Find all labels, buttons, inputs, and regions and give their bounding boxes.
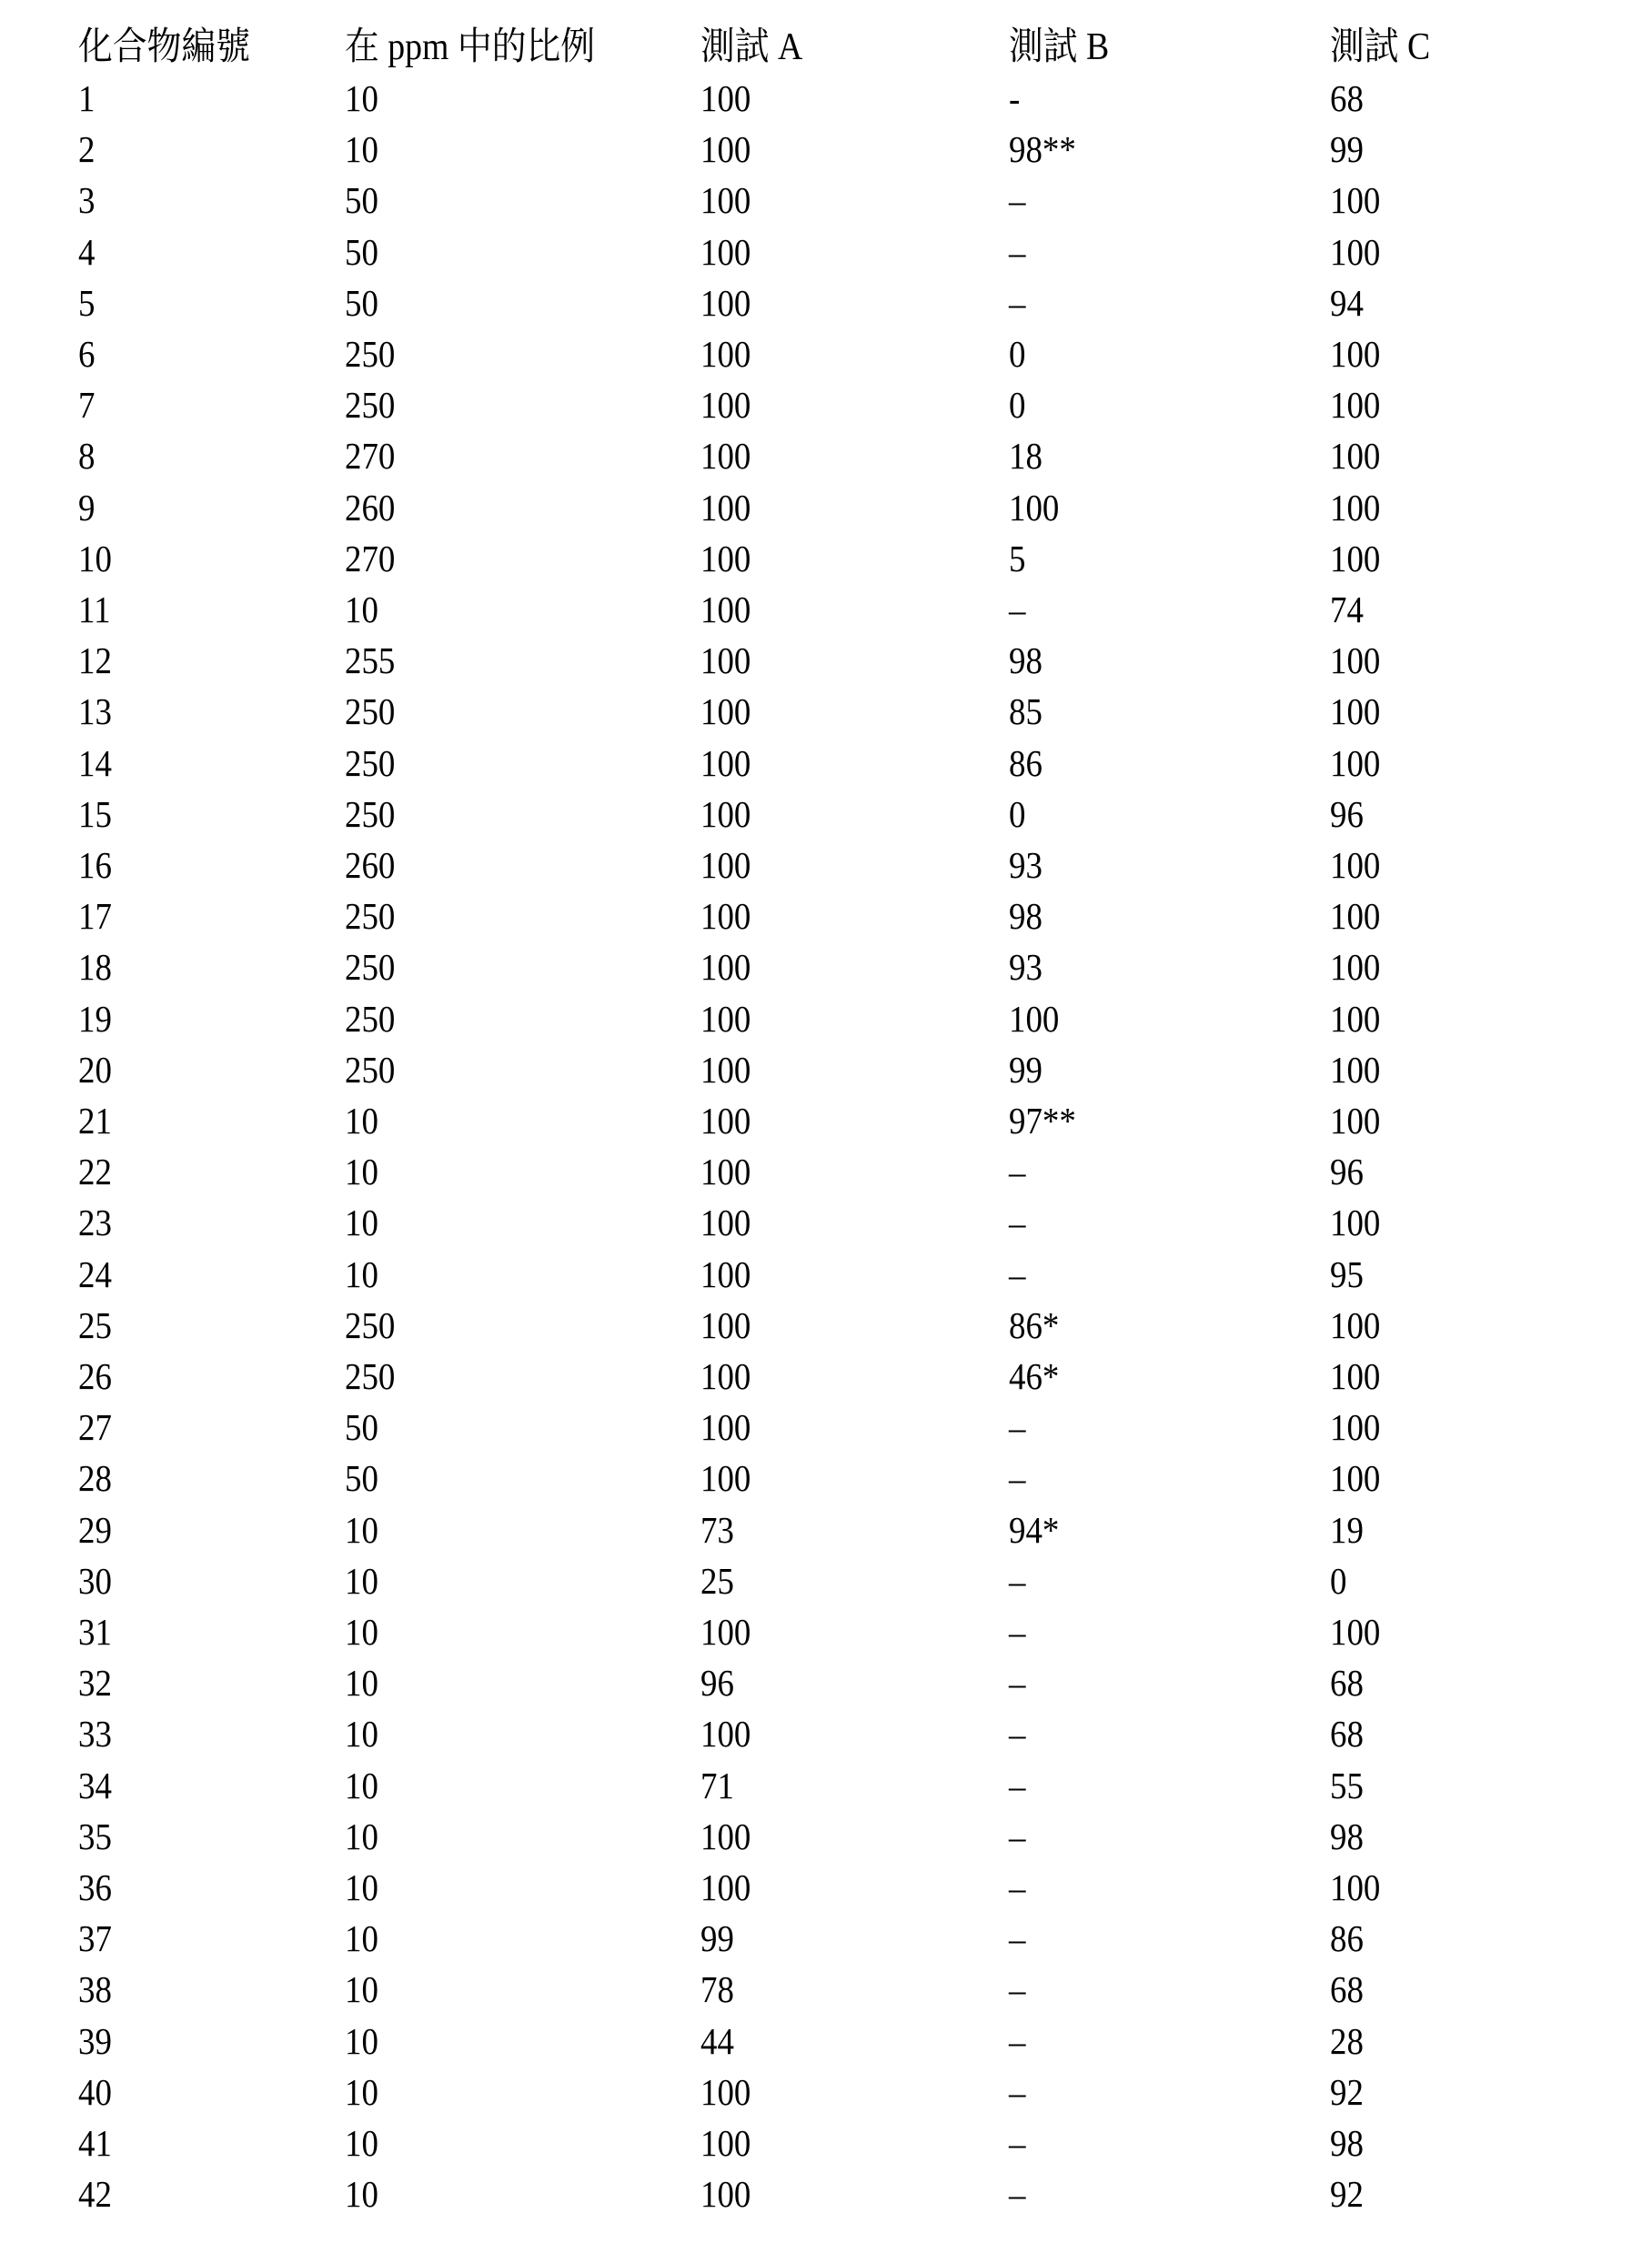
cell-test-b: – bbox=[1009, 1146, 1025, 1197]
cell-compound-number: 1 bbox=[78, 73, 95, 124]
cell-test-a: 100 bbox=[700, 430, 750, 481]
cell-test-b: 97** bbox=[1009, 1095, 1076, 1146]
cell-ppm-ratio: 50 bbox=[345, 277, 378, 328]
cell-compound-number: 29 bbox=[78, 1504, 112, 1555]
cell-test-b: 46* bbox=[1009, 1351, 1059, 1402]
cell-compound-number: 17 bbox=[78, 890, 112, 941]
table-row bbox=[0, 1606, 1652, 1657]
table-row bbox=[0, 533, 1652, 584]
table-row bbox=[0, 2016, 1652, 2067]
cell-ppm-ratio: 10 bbox=[345, 73, 378, 124]
table-row bbox=[0, 379, 1652, 430]
cell-test-c: 68 bbox=[1330, 1964, 1364, 2015]
cell-ppm-ratio: 10 bbox=[345, 584, 378, 635]
cell-test-b: – bbox=[1009, 1760, 1025, 1811]
cell-ppm-ratio: 10 bbox=[345, 1555, 378, 1606]
cell-ppm-ratio: 50 bbox=[345, 175, 378, 226]
cell-test-a: 100 bbox=[700, 584, 750, 635]
table-row bbox=[0, 840, 1652, 890]
cell-test-c: 96 bbox=[1330, 1146, 1364, 1197]
cell-compound-number: 42 bbox=[78, 2168, 112, 2219]
table-row bbox=[0, 2117, 1652, 2168]
cell-test-c: 100 bbox=[1330, 1300, 1380, 1351]
cell-test-c: 0 bbox=[1330, 1555, 1346, 1606]
cell-compound-number: 13 bbox=[78, 686, 112, 737]
cell-compound-number: 30 bbox=[78, 1555, 112, 1606]
cell-compound-number: 7 bbox=[78, 379, 95, 430]
cell-compound-number: 23 bbox=[78, 1197, 112, 1248]
cell-test-b: – bbox=[1009, 1708, 1025, 1759]
cell-ppm-ratio: 250 bbox=[345, 1044, 395, 1095]
table-row bbox=[0, 789, 1652, 840]
cell-test-c: 100 bbox=[1330, 1044, 1380, 1095]
cell-test-a: 100 bbox=[700, 840, 750, 890]
cell-test-c: 94 bbox=[1330, 277, 1364, 328]
cell-test-c: 68 bbox=[1330, 1708, 1364, 1759]
cell-test-c: 100 bbox=[1330, 1095, 1380, 1146]
cell-compound-number: 31 bbox=[78, 1606, 112, 1657]
table-row bbox=[0, 73, 1652, 124]
cell-test-a: 100 bbox=[700, 226, 750, 277]
cell-test-c: 100 bbox=[1330, 635, 1380, 686]
cell-test-c: 99 bbox=[1330, 124, 1364, 175]
cell-test-a: 100 bbox=[700, 1811, 750, 1862]
cell-compound-number: 25 bbox=[78, 1300, 112, 1351]
cell-test-a: 100 bbox=[700, 1606, 750, 1657]
cell-ppm-ratio: 250 bbox=[345, 1351, 395, 1402]
cell-compound-number: 37 bbox=[78, 1913, 112, 1964]
cell-ppm-ratio: 270 bbox=[345, 430, 395, 481]
cell-compound-number: 22 bbox=[78, 1146, 112, 1197]
cell-test-c: 100 bbox=[1330, 1453, 1380, 1504]
cell-ppm-ratio: 10 bbox=[345, 1146, 378, 1197]
cell-test-a: 100 bbox=[700, 1197, 750, 1248]
cell-test-c: 100 bbox=[1330, 890, 1380, 941]
cell-test-c: 100 bbox=[1330, 226, 1380, 277]
table-row bbox=[0, 941, 1652, 992]
cell-test-a: 100 bbox=[700, 73, 750, 124]
cell-test-a: 100 bbox=[700, 2117, 750, 2168]
cell-test-b: 100 bbox=[1009, 482, 1059, 533]
cell-compound-number: 3 bbox=[78, 175, 95, 226]
cell-test-c: 100 bbox=[1330, 482, 1380, 533]
cell-ppm-ratio: 50 bbox=[345, 1453, 378, 1504]
cell-compound-number: 19 bbox=[78, 993, 112, 1044]
table-row bbox=[0, 584, 1652, 635]
cell-ppm-ratio: 10 bbox=[345, 2117, 378, 2168]
cell-test-b: – bbox=[1009, 1811, 1025, 1862]
cell-test-a: 100 bbox=[700, 277, 750, 328]
cell-ppm-ratio: 260 bbox=[345, 840, 395, 890]
cell-test-c: 100 bbox=[1330, 840, 1380, 890]
table-row bbox=[0, 1146, 1652, 1197]
table-row bbox=[0, 1504, 1652, 1555]
table-row bbox=[0, 1351, 1652, 1402]
cell-ppm-ratio: 10 bbox=[345, 1964, 378, 2015]
cell-compound-number: 26 bbox=[78, 1351, 112, 1402]
header-test-b: 測試 B bbox=[1009, 22, 1109, 73]
cell-compound-number: 4 bbox=[78, 226, 95, 277]
cell-test-a: 96 bbox=[700, 1657, 734, 1708]
cell-test-a: 100 bbox=[700, 890, 750, 941]
cell-test-a: 100 bbox=[700, 941, 750, 992]
table-row bbox=[0, 1044, 1652, 1095]
cell-ppm-ratio: 250 bbox=[345, 379, 395, 430]
cell-compound-number: 6 bbox=[78, 328, 95, 379]
cell-test-a: 100 bbox=[700, 1249, 750, 1300]
cell-test-b: – bbox=[1009, 1606, 1025, 1657]
cell-compound-number: 39 bbox=[78, 2016, 112, 2067]
cell-compound-number: 14 bbox=[78, 738, 112, 789]
cell-compound-number: 34 bbox=[78, 1760, 112, 1811]
cell-ppm-ratio: 250 bbox=[345, 789, 395, 840]
cell-test-b: – bbox=[1009, 1657, 1025, 1708]
cell-test-a: 100 bbox=[700, 2067, 750, 2117]
cell-test-b: 99 bbox=[1009, 1044, 1043, 1095]
cell-test-c: 100 bbox=[1330, 1197, 1380, 1248]
cell-test-a: 100 bbox=[700, 1300, 750, 1351]
cell-ppm-ratio: 10 bbox=[345, 1504, 378, 1555]
cell-compound-number: 24 bbox=[78, 1249, 112, 1300]
cell-test-c: 98 bbox=[1330, 2117, 1364, 2168]
cell-ppm-ratio: 10 bbox=[345, 1249, 378, 1300]
cell-ppm-ratio: 250 bbox=[345, 686, 395, 737]
cell-test-b: - bbox=[1009, 73, 1020, 124]
cell-test-b: – bbox=[1009, 1862, 1025, 1913]
cell-compound-number: 10 bbox=[78, 533, 112, 584]
cell-test-c: 100 bbox=[1330, 993, 1380, 1044]
cell-ppm-ratio: 10 bbox=[345, 1657, 378, 1708]
cell-test-a: 100 bbox=[700, 1453, 750, 1504]
cell-test-c: 68 bbox=[1330, 1657, 1364, 1708]
cell-test-b: 86* bbox=[1009, 1300, 1059, 1351]
cell-ppm-ratio: 250 bbox=[345, 890, 395, 941]
cell-test-b: – bbox=[1009, 1197, 1025, 1248]
cell-test-c: 100 bbox=[1330, 379, 1380, 430]
cell-ppm-ratio: 10 bbox=[345, 2168, 378, 2219]
cell-test-a: 100 bbox=[700, 738, 750, 789]
table-row bbox=[0, 1862, 1652, 1913]
header-compound-number: 化合物編號 bbox=[78, 22, 250, 73]
table-row bbox=[0, 1095, 1652, 1146]
cell-test-b: – bbox=[1009, 1555, 1025, 1606]
cell-test-a: 100 bbox=[700, 993, 750, 1044]
cell-test-a: 100 bbox=[700, 686, 750, 737]
table-row bbox=[0, 2168, 1652, 2219]
cell-ppm-ratio: 10 bbox=[345, 1197, 378, 1248]
cell-test-b: 18 bbox=[1009, 430, 1043, 481]
cell-ppm-ratio: 10 bbox=[345, 1811, 378, 1862]
table-row bbox=[0, 1760, 1652, 1811]
table-row bbox=[0, 226, 1652, 277]
cell-ppm-ratio: 10 bbox=[345, 1095, 378, 1146]
table-row bbox=[0, 1402, 1652, 1453]
cell-ppm-ratio: 250 bbox=[345, 993, 395, 1044]
cell-compound-number: 20 bbox=[78, 1044, 112, 1095]
cell-test-b: – bbox=[1009, 2016, 1025, 2067]
cell-test-a: 100 bbox=[700, 1146, 750, 1197]
cell-test-b: 98 bbox=[1009, 890, 1043, 941]
cell-test-b: 100 bbox=[1009, 993, 1059, 1044]
cell-test-b: – bbox=[1009, 2117, 1025, 2168]
cell-test-a: 100 bbox=[700, 379, 750, 430]
table-row bbox=[0, 482, 1652, 533]
table-row bbox=[0, 1964, 1652, 2015]
cell-ppm-ratio: 10 bbox=[345, 1708, 378, 1759]
cell-test-c: 74 bbox=[1330, 584, 1364, 635]
cell-test-b: – bbox=[1009, 1249, 1025, 1300]
cell-compound-number: 35 bbox=[78, 1811, 112, 1862]
cell-test-b: – bbox=[1009, 1402, 1025, 1453]
cell-test-c: 100 bbox=[1330, 738, 1380, 789]
cell-test-b: 0 bbox=[1009, 789, 1025, 840]
cell-test-b: – bbox=[1009, 1453, 1025, 1504]
cell-test-b: – bbox=[1009, 2168, 1025, 2219]
table-row bbox=[0, 175, 1652, 226]
cell-compound-number: 12 bbox=[78, 635, 112, 686]
cell-compound-number: 5 bbox=[78, 277, 95, 328]
cell-test-b: 0 bbox=[1009, 379, 1025, 430]
cell-test-a: 71 bbox=[700, 1760, 734, 1811]
cell-test-c: 100 bbox=[1330, 1351, 1380, 1402]
cell-compound-number: 8 bbox=[78, 430, 95, 481]
table-row bbox=[0, 1453, 1652, 1504]
cell-test-c: 28 bbox=[1330, 2016, 1364, 2067]
cell-test-a: 100 bbox=[700, 635, 750, 686]
cell-compound-number: 18 bbox=[78, 941, 112, 992]
cell-test-b: – bbox=[1009, 1964, 1025, 2015]
table-row bbox=[0, 635, 1652, 686]
cell-compound-number: 11 bbox=[78, 584, 111, 635]
table-row bbox=[0, 124, 1652, 175]
cell-test-b: 94* bbox=[1009, 1504, 1059, 1555]
cell-test-a: 78 bbox=[700, 1964, 734, 2015]
cell-compound-number: 38 bbox=[78, 1964, 112, 2015]
cell-ppm-ratio: 10 bbox=[345, 2016, 378, 2067]
cell-test-b: – bbox=[1009, 175, 1025, 226]
cell-ppm-ratio: 255 bbox=[345, 635, 395, 686]
cell-test-b: – bbox=[1009, 2067, 1025, 2117]
table-row bbox=[0, 993, 1652, 1044]
cell-compound-number: 9 bbox=[78, 482, 95, 533]
header-test-a: 測試 A bbox=[700, 22, 802, 73]
cell-test-b: – bbox=[1009, 277, 1025, 328]
cell-compound-number: 33 bbox=[78, 1708, 112, 1759]
cell-test-c: 98 bbox=[1330, 1811, 1364, 1862]
cell-test-b: 98** bbox=[1009, 124, 1076, 175]
cell-test-c: 96 bbox=[1330, 789, 1364, 840]
cell-test-c: 92 bbox=[1330, 2168, 1364, 2219]
cell-ppm-ratio: 10 bbox=[345, 1606, 378, 1657]
cell-test-b: 93 bbox=[1009, 941, 1043, 992]
cell-test-a: 100 bbox=[700, 175, 750, 226]
cell-ppm-ratio: 50 bbox=[345, 226, 378, 277]
cell-test-c: 95 bbox=[1330, 1249, 1364, 1300]
cell-test-c: 100 bbox=[1330, 533, 1380, 584]
cell-test-a: 99 bbox=[700, 1913, 734, 1964]
cell-test-c: 100 bbox=[1330, 1606, 1380, 1657]
cell-ppm-ratio: 270 bbox=[345, 533, 395, 584]
table-header-row bbox=[0, 22, 1652, 73]
cell-ppm-ratio: 250 bbox=[345, 328, 395, 379]
table-row bbox=[0, 1300, 1652, 1351]
cell-ppm-ratio: 250 bbox=[345, 941, 395, 992]
cell-test-c: 100 bbox=[1330, 941, 1380, 992]
cell-compound-number: 16 bbox=[78, 840, 112, 890]
cell-test-b: 93 bbox=[1009, 840, 1043, 890]
table-row bbox=[0, 1197, 1652, 1248]
cell-compound-number: 21 bbox=[78, 1095, 112, 1146]
table-row bbox=[0, 1249, 1652, 1300]
cell-test-b: 85 bbox=[1009, 686, 1043, 737]
cell-test-a: 100 bbox=[700, 1044, 750, 1095]
table-row bbox=[0, 1657, 1652, 1708]
cell-compound-number: 40 bbox=[78, 2067, 112, 2117]
cell-test-a: 100 bbox=[700, 2168, 750, 2219]
cell-compound-number: 28 bbox=[78, 1453, 112, 1504]
cell-test-b: – bbox=[1009, 584, 1025, 635]
cell-compound-number: 36 bbox=[78, 1862, 112, 1913]
cell-test-c: 55 bbox=[1330, 1760, 1364, 1811]
cell-test-a: 100 bbox=[700, 124, 750, 175]
cell-test-a: 100 bbox=[700, 1708, 750, 1759]
cell-compound-number: 27 bbox=[78, 1402, 112, 1453]
cell-ppm-ratio: 10 bbox=[345, 1862, 378, 1913]
table-row bbox=[0, 1811, 1652, 1862]
table-row bbox=[0, 1708, 1652, 1759]
cell-test-a: 100 bbox=[700, 789, 750, 840]
cell-test-c: 86 bbox=[1330, 1913, 1364, 1964]
cell-ppm-ratio: 250 bbox=[345, 1300, 395, 1351]
cell-test-c: 19 bbox=[1330, 1504, 1364, 1555]
cell-compound-number: 41 bbox=[78, 2117, 112, 2168]
cell-compound-number: 32 bbox=[78, 1657, 112, 1708]
cell-test-c: 100 bbox=[1330, 1402, 1380, 1453]
table-row bbox=[0, 686, 1652, 737]
cell-test-a: 100 bbox=[700, 1095, 750, 1146]
cell-ppm-ratio: 260 bbox=[345, 482, 395, 533]
cell-ppm-ratio: 10 bbox=[345, 2067, 378, 2117]
cell-test-a: 73 bbox=[700, 1504, 734, 1555]
cell-test-c: 100 bbox=[1330, 686, 1380, 737]
cell-ppm-ratio: 10 bbox=[345, 1913, 378, 1964]
cell-test-b: 5 bbox=[1009, 533, 1025, 584]
cell-test-b: – bbox=[1009, 1913, 1025, 1964]
table-row bbox=[0, 277, 1652, 328]
table-row bbox=[0, 2067, 1652, 2117]
cell-test-c: 92 bbox=[1330, 2067, 1364, 2117]
table-row bbox=[0, 890, 1652, 941]
cell-ppm-ratio: 250 bbox=[345, 738, 395, 789]
table-row bbox=[0, 430, 1652, 481]
cell-compound-number: 15 bbox=[78, 789, 112, 840]
header-ppm-ratio: 在 ppm 中的比例 bbox=[345, 22, 595, 73]
table-row bbox=[0, 1555, 1652, 1606]
cell-test-b: 0 bbox=[1009, 328, 1025, 379]
cell-test-a: 100 bbox=[700, 482, 750, 533]
cell-test-a: 100 bbox=[700, 1402, 750, 1453]
header-test-c: 測試 C bbox=[1330, 22, 1430, 73]
cell-test-a: 25 bbox=[700, 1555, 734, 1606]
cell-test-b: – bbox=[1009, 226, 1025, 277]
cell-test-a: 100 bbox=[700, 1351, 750, 1402]
table-row bbox=[0, 1913, 1652, 1964]
cell-test-c: 100 bbox=[1330, 328, 1380, 379]
cell-test-a: 100 bbox=[700, 533, 750, 584]
cell-test-c: 68 bbox=[1330, 73, 1364, 124]
cell-test-a: 100 bbox=[700, 328, 750, 379]
cell-ppm-ratio: 50 bbox=[345, 1402, 378, 1453]
cell-test-b: 98 bbox=[1009, 635, 1043, 686]
cell-test-c: 100 bbox=[1330, 175, 1380, 226]
cell-compound-number: 2 bbox=[78, 124, 95, 175]
cell-test-a: 100 bbox=[700, 1862, 750, 1913]
cell-test-c: 100 bbox=[1330, 1862, 1380, 1913]
cell-test-b: 86 bbox=[1009, 738, 1043, 789]
table-row bbox=[0, 328, 1652, 379]
table-row bbox=[0, 738, 1652, 789]
cell-ppm-ratio: 10 bbox=[345, 124, 378, 175]
cell-test-a: 44 bbox=[700, 2016, 734, 2067]
cell-ppm-ratio: 10 bbox=[345, 1760, 378, 1811]
cell-test-c: 100 bbox=[1330, 430, 1380, 481]
